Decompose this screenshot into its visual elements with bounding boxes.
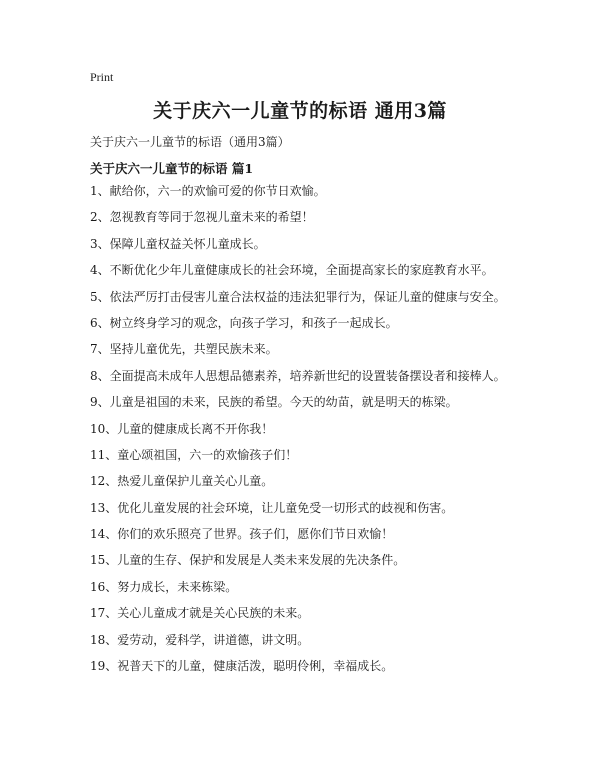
slogan-list — [90, 178, 560, 679]
list-item: 2、忽视教育等同于忽视儿童未来的希望！ — [90, 210, 314, 225]
list-item: 13、优化儿童发展的社会环境，让儿童免受一切形式的歧视和伤害。 — [90, 500, 454, 515]
document-subtitle: 关于庆六一儿童节的标语（通用3篇） — [90, 135, 290, 149]
list-item: 7、坚持儿童优先，共塑民族未来。 — [90, 342, 278, 357]
list-item: 6、树立终身学习的观念，向孩子学习，和孩子一起成长。 — [90, 315, 398, 330]
list-item: 12、热爱儿童保护儿童关心儿童。 — [90, 474, 274, 489]
list-item: 15、儿童的生存、保护和发展是人类未来发展的先决条件。 — [90, 553, 406, 568]
print-link[interactable]: Print — [90, 70, 114, 84]
list-item: 17、关心儿童成才就是关心民族的未来。 — [90, 606, 310, 621]
section-heading: 关于庆六一儿童节的标语 篇1 — [90, 161, 254, 176]
list-item: 1、献给你，六一的欢愉可爱的你节日欢愉。 — [90, 184, 326, 198]
list-item: 16、努力成长，未来栋梁。 — [90, 579, 238, 594]
list-item: 8、全面提高未成年人思想品德素养，培养新世纪的设置装备摆设者和接棒人。 — [90, 368, 506, 383]
list-item: 3、保障儿童权益关怀儿童成长。 — [90, 236, 266, 251]
document-title: 关于庆六一儿童节的标语 通用3篇 — [153, 100, 447, 122]
list-item: 10、儿童的健康成长离不开你我！ — [90, 421, 274, 436]
list-item: 14、你们的欢乐照亮了世界。孩子们，愿你们节日欢愉！ — [90, 527, 394, 542]
list-item: 11、童心颂祖国，六一的欢愉孩子们！ — [90, 447, 298, 462]
list-item: 9、儿童是祖国的未来，民族的希望。今天的幼苗，就是明天的栋梁。 — [90, 395, 458, 410]
list-item: 19、祝普天下的儿童，健康活泼，聪明伶俐，幸福成长。 — [90, 659, 394, 674]
list-item: 18、爱劳动，爱科学，讲道德，讲文明。 — [90, 632, 310, 647]
list-item: 5、依法严厉打击侵害儿童合法权益的违法犯罪行为，保证儿童的健康与安全。 — [90, 289, 506, 304]
list-item: 4、不断优化少年儿童健康成长的社会环境，全面提高家长的家庭教育水平。 — [90, 263, 494, 278]
